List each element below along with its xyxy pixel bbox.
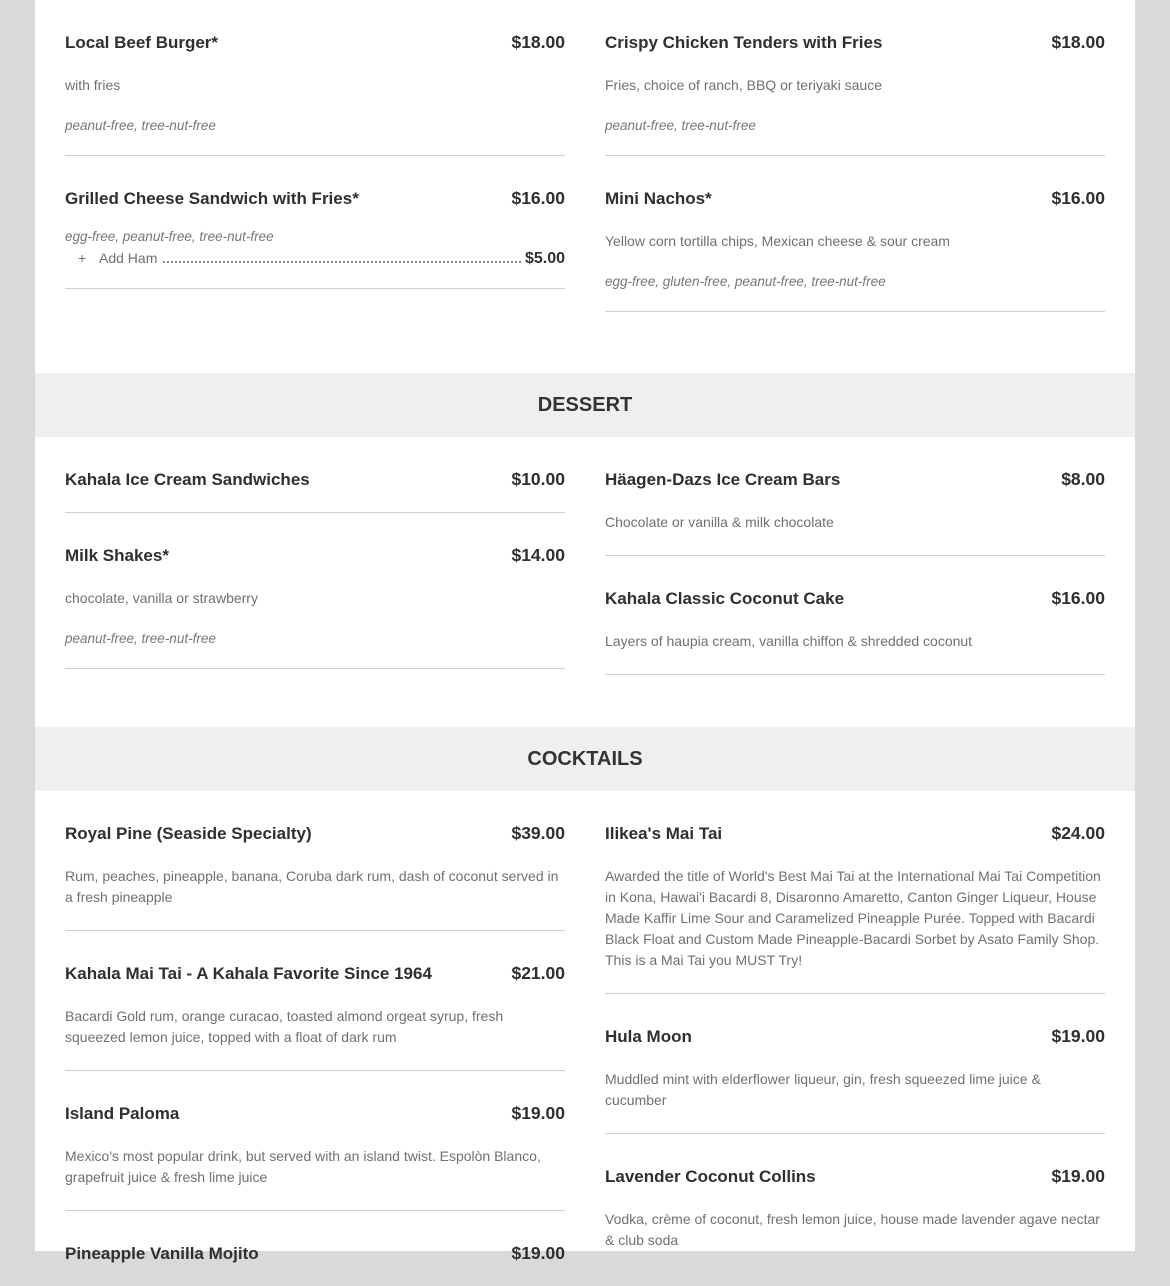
kids-left-column <box>65 0 565 312</box>
item-description: Mexico's most popular drink, but served with an island twist. Espolòn Blanco, grapefruit juice & fresh lime juice <box>65 1148 541 1185</box>
dessert-menu-items <box>65 437 1105 675</box>
item-description: chocolate, vanilla or strawberry <box>65 590 258 606</box>
item-price: $8.00 <box>1061 469 1105 489</box>
menu-item <box>65 156 565 289</box>
menu-item <box>65 1071 565 1211</box>
item-price: $19.00 <box>511 1243 565 1263</box>
item-name: Ilikea's Mai Tai <box>605 824 723 843</box>
menu-item <box>605 994 1105 1134</box>
menu-item <box>65 1211 565 1286</box>
menu-item <box>65 513 565 669</box>
item-name: Mini Nachos* <box>605 189 712 208</box>
menu-item <box>65 931 565 1071</box>
item-price: $39.00 <box>511 823 565 843</box>
addon-label: Add Ham <box>99 250 158 266</box>
item-name: Pineapple Vanilla Mojito <box>65 1244 259 1263</box>
item-name: Kahala Mai Tai - A Kahala Favorite Since 1964 <box>65 964 432 983</box>
menu-item <box>605 437 1105 556</box>
item-name: Royal Pine (Seaside Specialty) <box>65 824 312 843</box>
item-price: $19.00 <box>511 1103 565 1123</box>
section-header-cocktails: COCKTAILS <box>35 727 1135 791</box>
item-price: $16.00 <box>1051 588 1105 608</box>
addon-price: $5.00 <box>524 250 565 267</box>
item-description: Fries, choice of ranch, BBQ or teriyaki sauce <box>605 77 882 93</box>
item-price: $21.00 <box>511 963 565 983</box>
item-price: $19.00 <box>1051 1026 1105 1046</box>
menu-item <box>65 791 565 931</box>
menu-item <box>605 791 1105 994</box>
item-description: with fries <box>65 77 121 93</box>
section-header-dessert: DESSERT <box>35 373 1135 437</box>
item-price: $16.00 <box>511 188 565 208</box>
item-name: Lavender Coconut Collins <box>605 1167 816 1186</box>
dessert-left-column <box>65 437 565 675</box>
item-price: $18.00 <box>511 32 565 52</box>
cocktails-left-column <box>65 791 565 1286</box>
menu-item <box>605 156 1105 312</box>
item-description: Bacardi Gold rum, orange curacao, toasted almond orgeat syrup, fresh squeezed lemon juice, topped with a float of dark rum <box>65 1008 504 1045</box>
item-dietary-tags: peanut-free, tree-nut-free <box>65 118 216 133</box>
item-addon <box>65 250 565 268</box>
dessert-right-column <box>605 437 1105 675</box>
menu-page <box>35 0 1135 1263</box>
item-price: $24.00 <box>1051 823 1105 843</box>
item-name: Grilled Cheese Sandwich with Fries* <box>65 189 359 208</box>
menu-item <box>65 437 565 513</box>
item-price: $14.00 <box>511 545 565 565</box>
item-name: Milk Shakes* <box>65 546 169 565</box>
menu-item <box>605 556 1105 675</box>
item-name: Local Beef Burger* <box>65 33 219 52</box>
item-description: Vodka, crème of coconut, fresh lemon juice, house made lavender agave nectar & club soda <box>605 1211 1100 1248</box>
item-name: Häagen-Dazs Ice Cream Bars <box>605 470 841 489</box>
menu-item <box>605 1134 1105 1273</box>
item-name: Hula Moon <box>605 1027 692 1046</box>
plus-icon: + <box>78 250 87 266</box>
item-dietary-tags: egg-free, gluten-free, peanut-free, tree-nut-free <box>605 274 886 289</box>
item-description: Muddled mint with elderflower liqueur, gin, fresh squeezed lime juice & cucumber <box>605 1071 1041 1108</box>
cocktails-menu-items <box>65 791 1105 1286</box>
item-price: $18.00 <box>1051 32 1105 52</box>
item-name: Crispy Chicken Tenders with Fries <box>605 33 883 52</box>
item-description: Rum, peaches, pineapple, banana, Coruba dark rum, dash of coconut served in a fresh pineapple <box>65 868 559 905</box>
item-name: Kahala Classic Coconut Cake <box>605 589 845 608</box>
item-name: Kahala Ice Cream Sandwiches <box>65 470 310 489</box>
item-name: Island Paloma <box>65 1104 180 1123</box>
kids-menu-items <box>65 0 1105 312</box>
item-description: Chocolate or vanilla & milk chocolate <box>605 514 834 530</box>
item-price: $19.00 <box>1051 1166 1105 1186</box>
leader-dots <box>163 261 521 263</box>
item-description: Yellow corn tortilla chips, Mexican cheese & sour cream <box>605 233 950 249</box>
item-price: $16.00 <box>1051 188 1105 208</box>
item-dietary-tags: peanut-free, tree-nut-free <box>605 118 756 133</box>
item-description: Layers of haupia cream, vanilla chiffon & shredded coconut <box>605 633 973 649</box>
kids-right-column <box>605 0 1105 312</box>
menu-item <box>65 0 565 156</box>
item-dietary-tags: peanut-free, tree-nut-free <box>65 631 216 646</box>
menu-item <box>605 0 1105 156</box>
cocktails-right-column <box>605 791 1105 1286</box>
item-price: $10.00 <box>511 469 565 489</box>
item-description: Awarded the title of World's Best Mai Tai at the International Mai Tai Competition in Kona, Hawai'i Bacardi 8, Disaronno Amaretto, Canton Ginger Liqueur, House Made Kaffir Lime Sour and Caramelized Pineapple Purée. Topped with Bacardi Black Float and Custom Made Pineapple-Bacardi Sorbet by Asato Family Shop. This is a Mai Tai you MUST Try! <box>605 868 1101 968</box>
item-dietary-tags: egg-free, peanut-free, tree-nut-free <box>65 229 274 244</box>
